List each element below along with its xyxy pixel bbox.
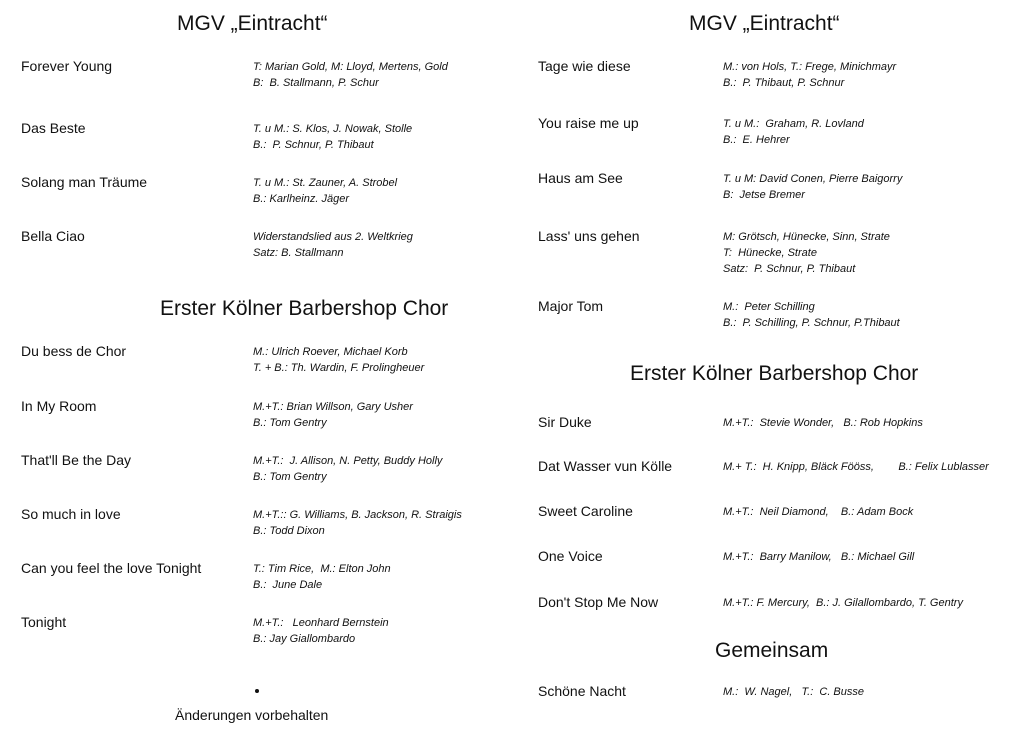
song-credits [723, 59, 896, 91]
section-heading-barbershop-chor: Erster Kölner Barbershop Chor [160, 297, 449, 320]
credit-line: M.+T.: F. Mercury, B.: J. Gilallombardo, T. Gentry [723, 597, 963, 609]
song-title: Das Beste [21, 120, 86, 136]
song-title: Tonight [21, 614, 67, 630]
credit-line: B.: P. Schilling, P. Schnur, P.Thibaut [723, 317, 900, 329]
song-credits [253, 175, 397, 207]
song-title: Forever Young [21, 58, 113, 74]
credit-line: M.: von Hols, T.: Frege, Minichmayr [723, 61, 897, 73]
song-credits [723, 229, 890, 277]
song-title: Major Tom [538, 298, 604, 314]
song-title: One Voice [538, 548, 603, 564]
credit-line: Widerstandslied aus 2. Weltkrieg [253, 231, 413, 243]
song-credits [723, 549, 914, 565]
credit-line: M.+T.: Neil Diamond, B.: Adam Bock [723, 506, 914, 518]
credit-line: M.+T.: Leonhard Bernstein [253, 617, 389, 629]
song-credits [723, 299, 900, 331]
credit-line: M.+T.: Barry Manilow, B.: Michael Gill [723, 551, 915, 563]
song-credits [253, 121, 412, 153]
song-title: You raise me up [538, 115, 639, 131]
credit-line: T. + B.: Th. Wardin, F. Prolingheuer [253, 362, 425, 374]
credit-line: T: Marian Gold, M: Lloyd, Mertens, Gold [253, 61, 448, 73]
song-credits [253, 615, 389, 647]
credit-line: M.: Ulrich Roever, Michael Korb [253, 346, 408, 358]
song-credits [253, 344, 424, 376]
song-title: Sweet Caroline [538, 503, 633, 519]
song-title: Tage wie diese [538, 58, 631, 74]
credit-line: B: B. Stallmann, P. Schur [253, 77, 379, 89]
section-heading-mgv-eintracht: MGV „Eintracht“ [177, 12, 328, 35]
credit-line: T. u M.: St. Zauner, A. Strobel [253, 177, 398, 189]
credit-line: M: Grötsch, Hünecke, Sinn, Strate [723, 231, 890, 243]
credit-line: B.: P. Thibaut, P. Schnur [723, 77, 845, 89]
song-title: Haus am See [538, 170, 623, 186]
song-title: In My Room [21, 398, 97, 414]
credit-line: T. u M: David Conen, Pierre Baigorry [723, 173, 903, 185]
song-title: Sir Duke [538, 414, 592, 430]
credit-line: M.+T.:: G. Williams, B. Jackson, R. Straigis [253, 509, 462, 521]
credit-line: M.: Peter Schilling [723, 301, 815, 313]
footer-note: Änderungen vorbehalten [175, 707, 329, 723]
credit-line: B.: Karlheinz. Jäger [253, 193, 349, 205]
song-credits [253, 507, 462, 539]
song-title: Schöne Nacht [538, 683, 626, 699]
credit-line: B.: Tom Gentry [253, 417, 327, 429]
section-heading-barbershop-chor: Erster Kölner Barbershop Chor [630, 362, 919, 385]
credit-line: M.+ T.: H. Knipp, Bläck Fööss, B.: Felix Lublasser [723, 461, 989, 473]
song-credits [723, 595, 963, 611]
credit-line: M.+T.: Stevie Wonder, B.: Rob Hopkins [723, 417, 923, 429]
song-title: That'll Be the Day [21, 452, 132, 468]
song-credits [723, 684, 864, 700]
credit-line: B.: Todd Dixon [253, 525, 325, 537]
credit-line: T. u M.: S. Klos, J. Nowak, Stolle [253, 123, 413, 135]
credit-line: B: Jetse Bremer [723, 189, 805, 201]
song-title: Lass' uns gehen [538, 228, 640, 244]
credit-line: T.: Tim Rice, M.: Elton John [253, 563, 391, 575]
credit-line: B.: June Dale [253, 579, 323, 591]
song-credits [723, 116, 864, 148]
song-credits [723, 171, 902, 203]
credit-line: Satz: B. Stallmann [253, 247, 344, 259]
song-credits [253, 229, 413, 261]
section-heading-gemeinsam: Gemeinsam [715, 639, 829, 662]
song-title: Can you feel the love Tonight [21, 560, 202, 576]
credit-line: T: Hünecke, Strate [723, 247, 817, 259]
song-credits [723, 459, 989, 475]
song-credits [253, 453, 442, 485]
song-credits [253, 399, 413, 431]
song-credits [723, 504, 913, 520]
credit-line: B.: E. Hehrer [723, 134, 790, 146]
song-title: So much in love [21, 506, 121, 522]
credit-line: B.: P. Schnur, P. Thibaut [253, 139, 374, 151]
song-title: Solang man Träume [21, 174, 148, 190]
credit-line: M.: W. Nagel, T.: C. Busse [723, 686, 865, 698]
song-credits [723, 415, 923, 431]
right-column [512, 0, 1024, 732]
song-credits [253, 59, 448, 91]
credit-line: M.+T.: J. Allison, N. Petty, Buddy Holly [253, 455, 443, 467]
section-heading-mgv-eintracht: MGV „Eintracht“ [689, 12, 840, 35]
song-title: Du bess de Chor [21, 343, 127, 359]
song-credits [253, 561, 391, 593]
credit-line: M.+T.: Brian Willson, Gary Usher [253, 401, 413, 413]
song-title: Dat Wasser vun Kölle [538, 458, 673, 474]
song-title: Bella Ciao [21, 228, 85, 244]
song-title: Don't Stop Me Now [538, 594, 659, 610]
credit-line: T. u M.: Graham, R. Lovland [723, 118, 864, 130]
credit-line: Satz: P. Schnur, P. Thibaut [723, 263, 856, 275]
credit-line: B.: Tom Gentry [253, 471, 327, 483]
credit-line: B.: Jay Giallombardo [253, 633, 356, 645]
bullet-dot [255, 689, 259, 693]
